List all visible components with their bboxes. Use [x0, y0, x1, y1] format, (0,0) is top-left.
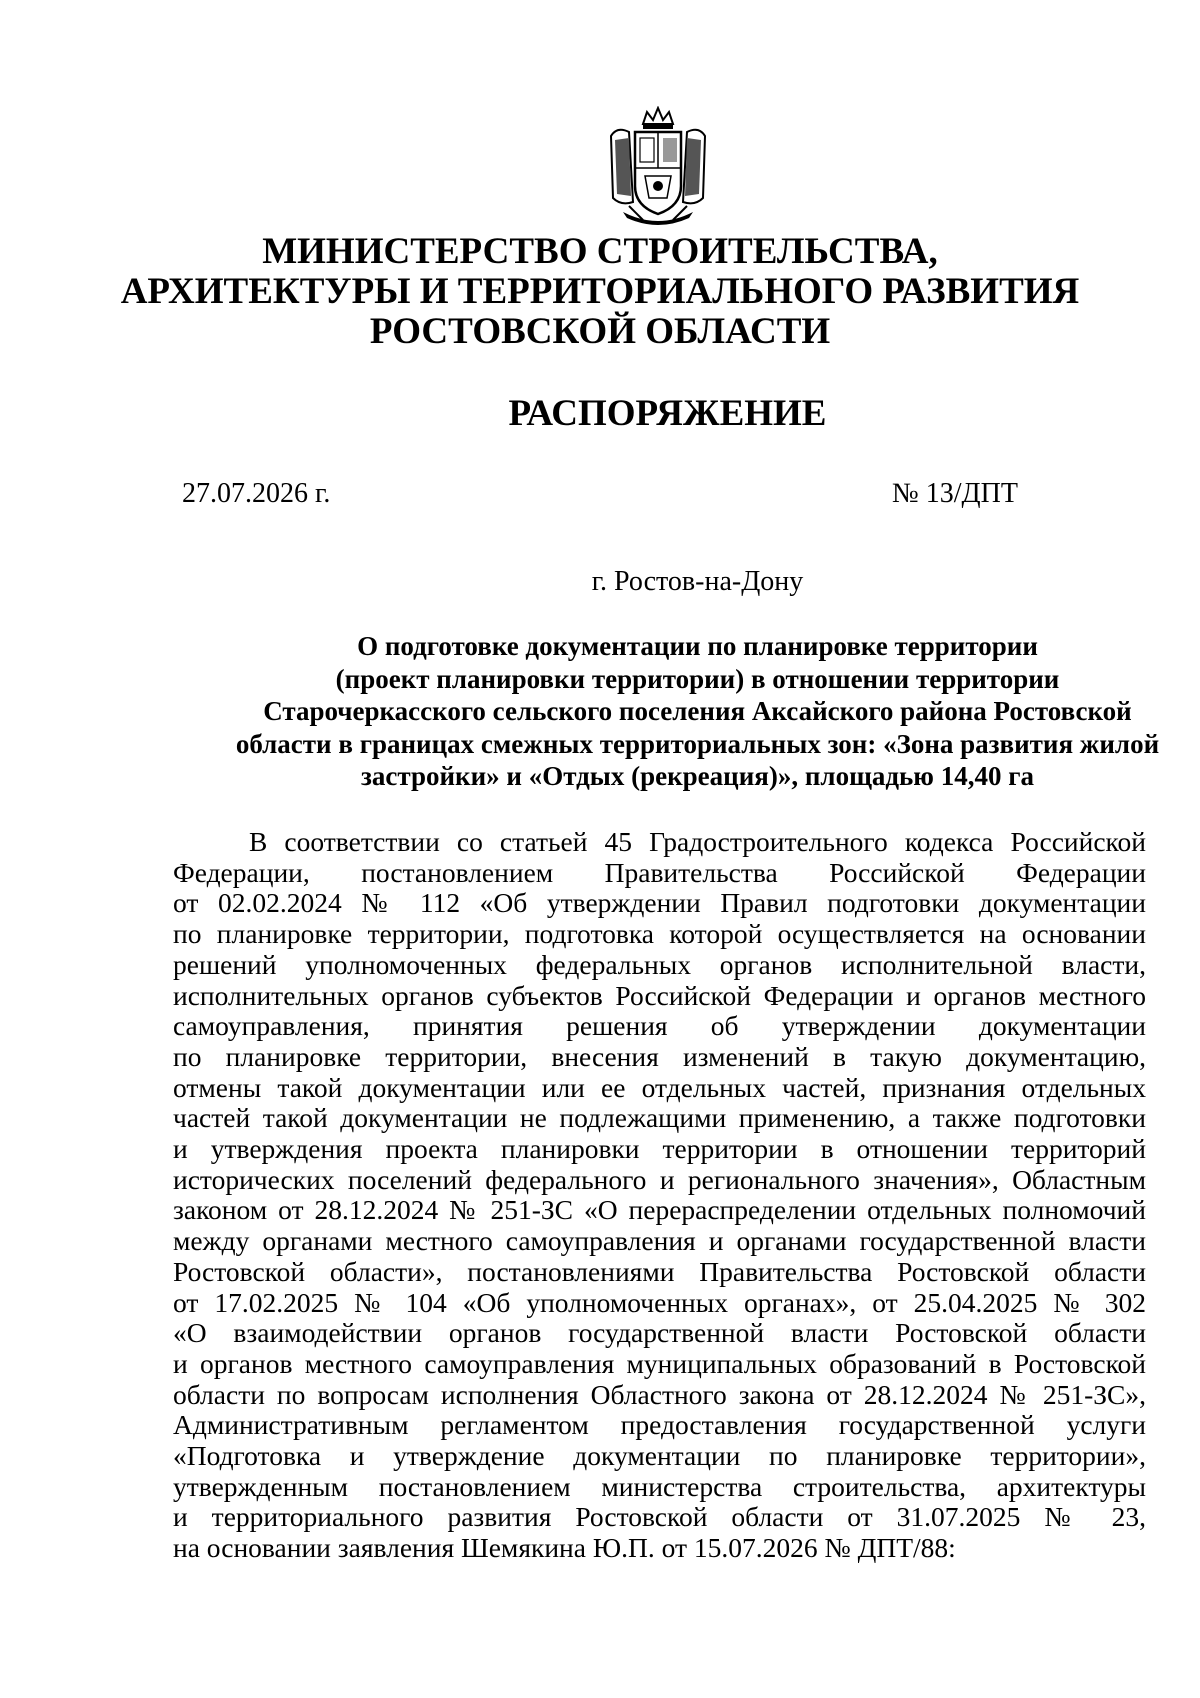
ministry-line: МИНИСТЕРСТВО СТРОИТЕЛЬСТВА, [262, 231, 938, 272]
subject-line: (проект планировки территории) в отношении территории [335, 663, 1060, 694]
body-line: утвержденным постановлением министерства строительства, архитектуры [173, 1470, 1146, 1502]
coat-of-arms-icon [603, 106, 713, 230]
ministry-line: РОСТОВСКОЙ ОБЛАСТИ [369, 311, 831, 352]
subject-line: Старочеркасского сельского поселения Аксайского района Ростовской [263, 696, 1132, 726]
body-line: «О взаимодействии органов государственной власти Ростовской области [173, 1317, 1146, 1349]
body-line: и территориального развития Ростовской области от 31.07.2025 № 23, [173, 1501, 1146, 1533]
body-line: исторических поселений федерального и регионального значения», Областным [173, 1163, 1146, 1195]
body-line: и утверждения проекта планировки территории в отношении территорий [173, 1133, 1146, 1165]
coat-of-arms-emblem [603, 106, 713, 230]
body-line: решений уполномоченных федеральных органов исполнительной власти, [173, 948, 1146, 980]
body-line: от 02.02.2024 № 112 «Об утверждении Правил подготовки документации [173, 887, 1146, 919]
document-type: РАСПОРЯЖЕНИЕ [508, 393, 827, 434]
body-line: отмены такой документации или ее отдельных частей, признания отдельных [173, 1071, 1146, 1103]
subject-line: области в границах смежных территориальных зон: «Зона развития жилой [235, 728, 1160, 759]
document-date: 27.07.2026 г. [182, 478, 331, 509]
document-city: г. Ростов-на-Дону [591, 566, 804, 597]
body-line: В соответствии со статьей 45 Градостроительного кодекса Российской [249, 826, 1146, 857]
body-line: законом от 28.12.2024 № 251-ЗС «О перераспределении отдельных полномочий [173, 1194, 1146, 1226]
body-line: исполнительных органов субъектов Российской Федерации и органов местного [173, 979, 1146, 1011]
document-body [173, 827, 1146, 1564]
body-line: на основании заявления Шемякина Ю.П. от 15.07.2026 № ДПТ/88: [173, 1532, 956, 1564]
body-line: самоуправления, принятия решения об утверждении документации [173, 1010, 1146, 1042]
subject-line: О подготовке документации по планировке территории [357, 631, 1038, 661]
body-line: от 17.02.2025 № 104 «Об уполномоченных органах», от 25.04.2025 № 302 [173, 1286, 1146, 1318]
body-line: по планировке территории, внесения изменений в такую документацию, [173, 1040, 1146, 1072]
body-line: области по вопросам исполнения Областного закона от 28.12.2024 № 251-ЗС», [173, 1378, 1146, 1410]
ministry-name [120, 232, 1080, 352]
body-line: между органами местного самоуправления и органами государственной власти [173, 1225, 1146, 1257]
body-line: частей такой документации не подлежащими применению, а также подготовки [173, 1102, 1146, 1134]
document-subject [120, 630, 1200, 793]
subject-line: застройки» и «Отдых (рекреация)», площадью 14,40 га [361, 761, 1034, 791]
body-line: и органов местного самоуправления муниципальных образований в Ростовской [173, 1347, 1146, 1379]
body-line: «Подготовка и утверждение документации по планировке территории», [173, 1440, 1146, 1472]
body-line: по планировке территории, подготовка которой осуществляется на основании [173, 918, 1146, 950]
document-number: № 13/ДПТ [892, 478, 1018, 509]
body-line: Ростовской области», постановлениями Правительства Ростовской области [173, 1255, 1146, 1287]
ministry-line: АРХИТЕКТУРЫ И ТЕРРИТОРИАЛЬНОГО РАЗВИТИЯ [120, 271, 1080, 312]
body-line: Административным регламентом предоставления государственной услуги [173, 1409, 1146, 1441]
body-line: Федерации, постановлением Правительства Российской Федерации [173, 856, 1146, 888]
